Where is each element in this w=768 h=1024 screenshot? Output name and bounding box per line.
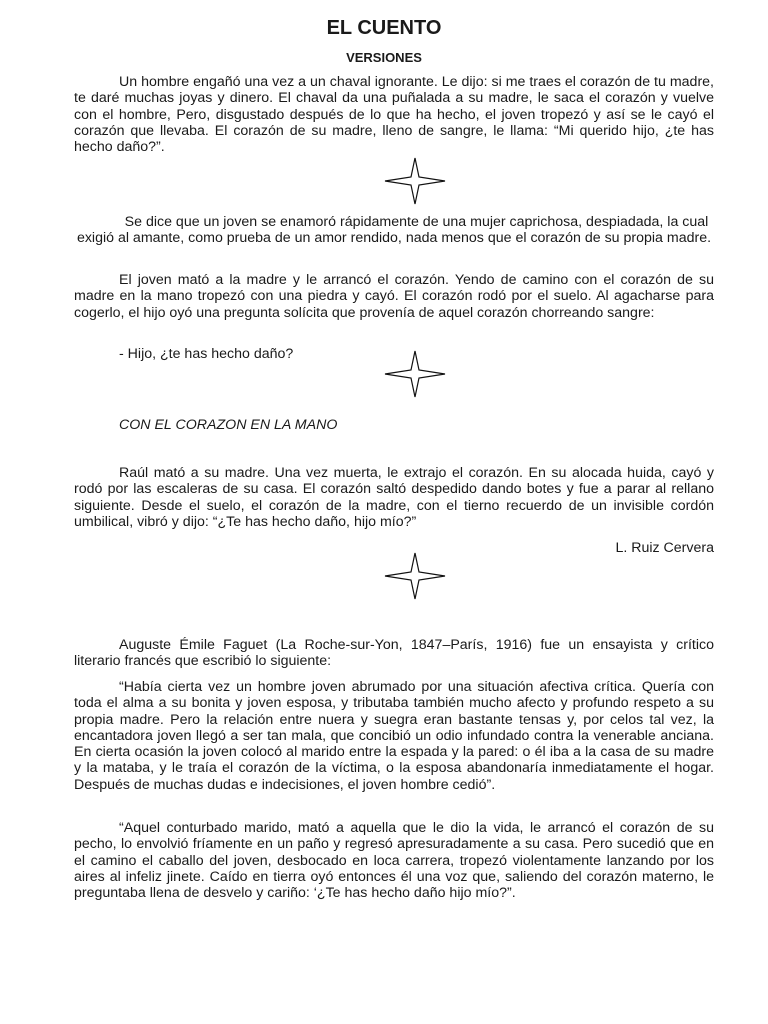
- four-point-star-icon: [384, 157, 446, 205]
- version4-quote1: “Había cierta vez un hombre joven abrumado por una situación afectiva crítica. Quería con toda el alma a su bonita y joven esposa, y tributaba también mucho afecto y profundo respeto a su propia madre. Pero la relación entre nuera y suegra eran bastante tensas y, por celos tal vez, la encantadora joven llegó a ser tan mala, que concibió un odio infundado contra la venerable anciana. En cierta ocasión la joven colocó al marido entre la espada y la pared: o él iba a la casa de su madre y la mataba, y le traía el corazón de la víctima, o la esposa abandonaría inmediatamente el hogar. Después de muchas dudas e indecisiones, el joven hombre cedió”.: [74, 679, 714, 793]
- version3-paragraph: Raúl mató a su madre. Una vez muerta, le extrajo el corazón. En su alocada huida, cayó y rodó por las escaleras de su casa. El corazón saltó despedido dando botes y fue a parar al rellano siguiente. Desde el suelo, el corazón de la madre, con el tierno recuerdo de un invisible cordón umbilical, vibró y dijo: “¿Te has hecho daño, hijo mío?”: [74, 465, 714, 530]
- four-point-star-icon: [384, 552, 446, 600]
- version2-intro-text: Se dice que un joven se enamoró rápidamente de una mujer caprichosa, despiadada, la cual exigió al amante, como prueba de un amor rendido, nada menos que el corazón de su propia madre.: [76, 214, 712, 247]
- page-title: EL CUENTO: [326, 17, 442, 39]
- version4-intro: Auguste Émile Faguet (La Roche-sur-Yon, 1847–París, 1916) fue un ensayista y crítico literario francés que escribió lo siguiente:: [74, 637, 714, 670]
- page-subtitle: VERSIONES: [346, 50, 422, 65]
- version2-intro: [74, 214, 714, 247]
- version2-dialog: - Hijo, ¿te has hecho daño?: [119, 346, 294, 362]
- version1-paragraph: Un hombre engañó una vez a un chaval ignorante. Le dijo: si me traes el corazón de tu madre, te daré muchas joyas y dinero. El chaval da una puñalada a su madre, le saca el corazón y vuelve con el hombre, Pero, disgustado después de lo que ha hecho, el joven tropezó y así se le cayó el corazón que llevaba. El corazón de su madre, lleno de sangre, le llama: “Mi querido hijo, ¿te has hecho daño?”.: [74, 74, 714, 156]
- version3-heading: CON EL CORAZON EN LA MANO: [119, 417, 338, 433]
- version2-paragraph: El joven mató a la madre y le arrancó el corazón. Yendo de camino con el corazón de su madre en la mano tropezó con una piedra y cayó. El corazón rodó por el suelo. Al agacharse para cogerlo, el hijo oyó una pregunta solícita que provenía de aquel corazón chorreando sangre:: [74, 272, 714, 321]
- four-point-star-icon: [384, 350, 446, 398]
- version4-quote2: “Aquel conturbado marido, mató a aquella que le dio la vida, le arrancó el corazón de su pecho, lo envolvió fríamente en un paño y regresó apresuradamente a su casa. Pero sucedió que en el camino el caballo del joven, desbocado en loca carrera, tropezó violentamente lanzando por los aires al infeliz jinete. Caído en tierra oyó entonces él una voz que, saliendo del corazón materno, le preguntaba llena de desvelo y cariño: ‘¿Te has hecho daño hijo mío?”.: [74, 820, 714, 902]
- version3-author: L. Ruiz Cervera: [615, 540, 714, 556]
